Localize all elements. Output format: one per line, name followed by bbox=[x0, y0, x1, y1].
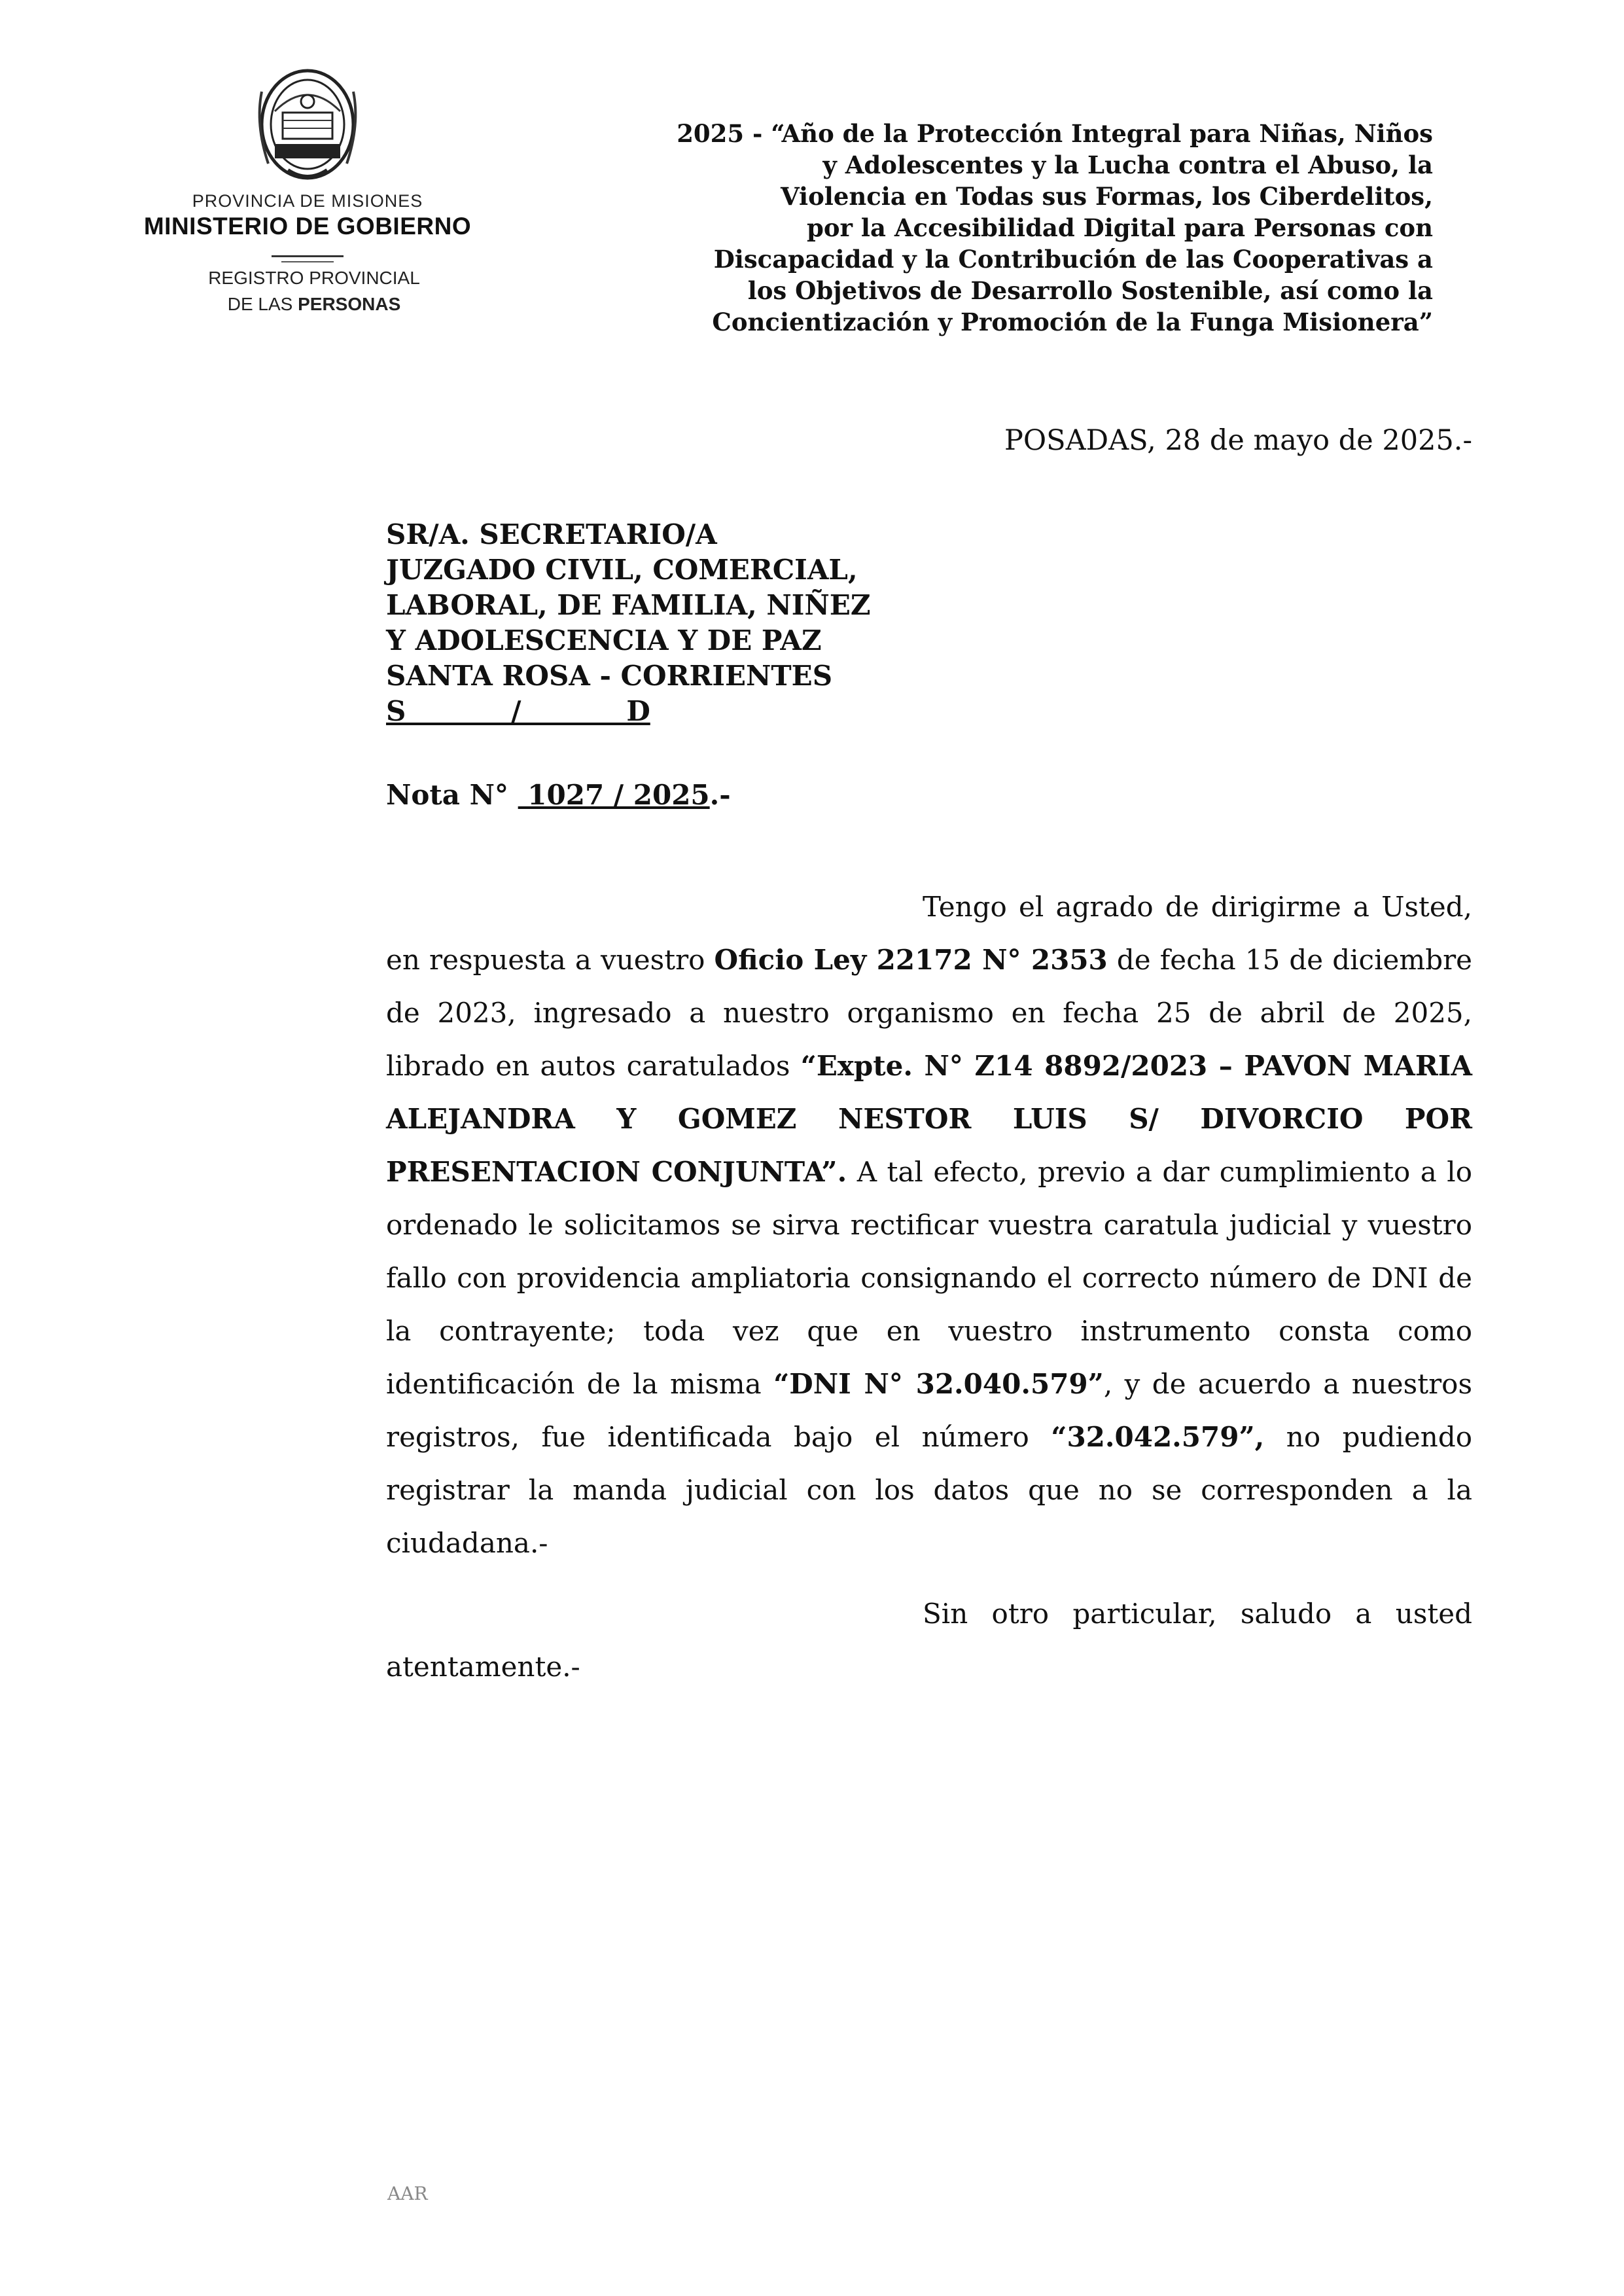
body-bold-oficio: Oficio Ley 22172 N° 2353 bbox=[714, 944, 1108, 976]
body-text: no pudiendo registrar la manda judicial con los datos que no se corresponden a la ciudadana.- bbox=[386, 1421, 1472, 1559]
addressee-line: JUZGADO CIVIL, COMERCIAL, bbox=[386, 554, 858, 586]
typist-initials: AAR bbox=[387, 2183, 428, 2204]
addressee-block bbox=[386, 517, 871, 729]
closing-text: Sin otro particular, saludo a usted atentamente.- bbox=[386, 1598, 1472, 1683]
body-text: , y de acuerdo a nuestros registros, fue identificada bajo el número bbox=[386, 1368, 1472, 1453]
body-text: A tal efecto, previo a dar cumplimiento a lo ordenado le solicitamos se sirva rectificar vuestra caratula judicial y vuestro fallo con providencia ampliatoria consignando el correcto número de DNI de la contrayente; toda vez que en vuestro instrumento consta como identificación de la misma bbox=[386, 1156, 1472, 1400]
note-number-value: 1027 / 2025 bbox=[518, 779, 710, 811]
motto-line: 2025 - “Año de la Protección Integral para Niñas, Niños bbox=[677, 119, 1433, 148]
registry-line-2-bold: PERSONAS bbox=[298, 294, 401, 314]
body-bold-expediente: “Expte. N° Z14 8892/2023 – PAVON MARIA ALEJANDRA Y GOMEZ NESTOR LUIS S/ DIVORCIO POR PRESENTACION CONJUNTA”. bbox=[386, 1050, 1473, 1188]
motto-line: por la Accesibilidad Digital para Personas con bbox=[807, 213, 1433, 242]
note-label: Nota N° bbox=[386, 779, 518, 811]
addressee-sd-line: S / D bbox=[386, 695, 650, 727]
ministry-logo-text bbox=[118, 190, 497, 262]
logo-divider bbox=[272, 255, 344, 257]
letter-closing bbox=[386, 1587, 1472, 1693]
body-bold-dni-wrong: “DNI N° 32.040.579” bbox=[773, 1368, 1104, 1400]
body-bold-dni-correct: “32.042.579”, bbox=[1051, 1421, 1265, 1453]
motto-line: los Objetivos de Desarrollo Sostenible, así como la bbox=[747, 276, 1433, 305]
motto-line: Concientización y Promoción de la Funga Misionera” bbox=[712, 308, 1433, 336]
province-name: PROVINCIA DE MISIONES bbox=[192, 191, 423, 211]
addressee-line: SR/A. SECRETARIO/A bbox=[386, 518, 717, 550]
year-motto bbox=[628, 118, 1433, 338]
registry-line-2 bbox=[150, 291, 478, 317]
note-number bbox=[386, 779, 731, 811]
provincial-seal-logo bbox=[249, 65, 366, 190]
note-suffix: .- bbox=[709, 779, 731, 811]
ministry-name: MINISTERIO DE GOBIERNO bbox=[143, 213, 472, 240]
body-text: Tengo el agrado de dirigirme a Usted, en respuesta a vuestro bbox=[386, 891, 1472, 976]
addressee-line: Y ADOLESCENCIA Y DE PAZ bbox=[386, 624, 822, 656]
logo-divider-small bbox=[281, 261, 334, 262]
letter-body-paragraph bbox=[386, 880, 1472, 1570]
letter-date: POSADAS, 28 de mayo de 2025.- bbox=[1004, 424, 1472, 457]
registry-name bbox=[150, 265, 478, 317]
addressee-line: LABORAL, DE FAMILIA, NIÑEZ bbox=[386, 589, 871, 621]
motto-line: y Adolescentes y la Lucha contra el Abuso, la bbox=[822, 151, 1433, 179]
registry-line-1: REGISTRO PROVINCIAL bbox=[208, 268, 420, 288]
addressee-line: SANTA ROSA - CORRIENTES bbox=[386, 660, 833, 692]
registry-line-2-prefix: DE LAS bbox=[227, 294, 298, 314]
motto-line: Violencia en Todas sus Formas, los Ciberdelitos, bbox=[780, 182, 1433, 211]
motto-line: Discapacidad y la Contribución de las Cooperativas a bbox=[713, 245, 1433, 274]
body-text: de fecha 15 de diciembre de 2023, ingresado a nuestro organismo en fecha 25 de abril de 2025, librado en autos caratulados bbox=[386, 944, 1473, 1082]
